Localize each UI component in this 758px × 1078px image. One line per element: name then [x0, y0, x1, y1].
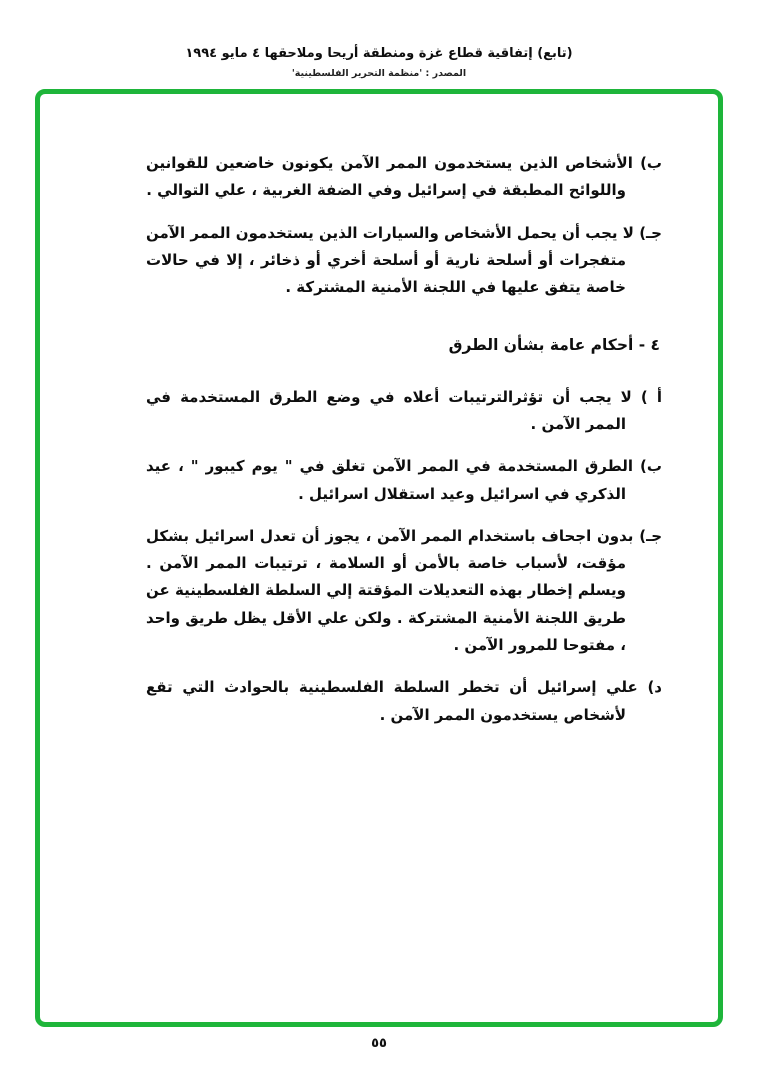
item-marker: ب)	[633, 457, 662, 476]
paragraph-item	[146, 150, 662, 205]
section-heading: ٤ - أحكام عامة بشأن الطرق	[448, 336, 660, 355]
document-header	[0, 0, 758, 79]
item-text: بدون اجحاف باستخدام الممر الآمن ، يجوز أن تعدل اسرائيل بشكل مؤقت، لأسباب خاصة بالأمن أو السلامة ، ترتيبات الممر الآمن . ويسلم إخطار بهذه التعديلات المؤقتة إلي السلطة الفلسطينية عن طريق اللجنة الأمنية المشتركة . ولكن علي الأقل يظل طريق واحد ، مفتوحا للمرور الآمن .	[146, 526, 634, 655]
document-body	[40, 94, 718, 729]
paragraph-item	[146, 523, 662, 659]
item-marker: جـ)	[633, 223, 662, 242]
item-text: الأشخاص الذين يستخدمون الممر الآمن يكونون خاضعين للقوانين واللوائح المطبقة في إسرائيل وفي الضفة الغربية ، علي التوالي .	[146, 154, 633, 200]
item-marker: أ )	[631, 387, 662, 406]
header-title: (تابع) إتفاقية قطاع غزة ومنطقة أريحا وملاحقها ٤ مايو ١٩٩٤	[185, 46, 573, 61]
item-text: لا يجب أن يحمل الأشخاص والسيارات الذين يستخدمون الممر الآمن متفجرات أو أسلحة نارية أو أسلحة أخري أو ذخائر ، إلا في حالات خاصة يتفق عليها في اللجنة الأمنية المشتركة .	[146, 223, 634, 297]
item-text: لا يجب أن تؤثرالترتيبات أعلاه في وضع الطرق المستخدمة في الممر الآمن .	[146, 387, 632, 433]
page-number: ٥٥	[371, 1036, 387, 1051]
item-text: الطرق المستخدمة في الممر الآمن تغلق في " يوم كيبور " ، عيد الذكري في اسرائيل وعيد استقلال اسرائيل .	[146, 457, 634, 503]
header-source: المصدر : 'منظمة التحرير الفلسطينية'	[291, 68, 467, 79]
item-marker: جـ)	[633, 526, 663, 545]
paragraph-item	[146, 453, 662, 508]
item-text: علي إسرائيل أن تخطر السلطة الفلسطينية بالحوادث التي تقع لأشخاص يستخدمون الممر الآمن .	[146, 678, 638, 724]
item-marker: ب)	[632, 154, 662, 172]
paragraph-item	[146, 384, 662, 439]
item-marker: د)	[637, 678, 662, 697]
paragraph-item	[146, 674, 662, 729]
paragraph-item	[146, 220, 662, 302]
page-border-frame	[35, 89, 723, 1027]
